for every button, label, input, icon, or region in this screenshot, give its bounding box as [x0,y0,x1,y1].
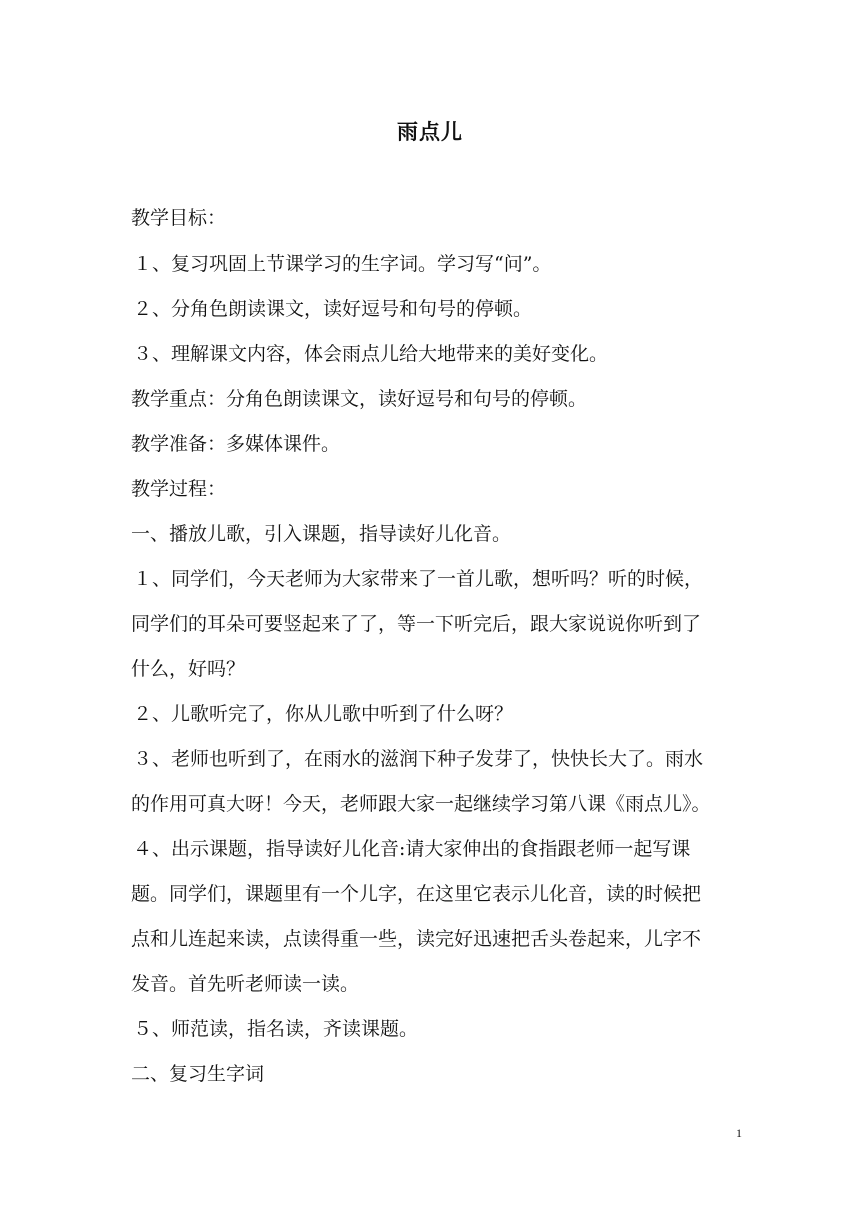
paragraph-line: ３、老师也听到了，在雨水的滋润下种子发芽了，快快长大了。雨水 [133,748,704,770]
paragraph-line: 什么，好吗？ [131,658,246,680]
paragraph-line: １、同学们，今天老师为大家带来了一首儿歌，想听吗？听的时候， [133,568,704,590]
key-points-text: 教学重点：分角色朗读课文，读好逗号和句号的停顿。 [131,388,588,410]
paragraph-line: 点和儿连起来读，点读得重一些，读完好迅速把舌头卷起来，儿字不 [131,928,702,950]
paragraph-line: ２、儿歌听完了，你从儿歌中听到了什么呀？ [133,703,514,725]
paragraph-line: ４、出示课题，指导读好儿化音:请大家伸出的食指跟老师一起写课 [133,838,691,860]
paragraph-line: 的作用可真大呀！今天，老师跟大家一起继续学习第八课《雨点儿》。 [131,793,711,815]
section-heading-process: 教学过程： [131,478,227,500]
objective-item-3: ３、理解课文内容，体会雨点儿给大地带来的美好变化。 [133,343,609,365]
page-number: 1 [736,1126,742,1140]
paragraph-line: 发音。首先听老师读一读。 [131,973,360,995]
objective-item-2: ２、分角色朗读课文，读好逗号和句号的停顿。 [133,298,533,320]
process-step-heading-1: 一、播放儿歌，引入课题，指导读好儿化音。 [131,523,512,545]
paragraph-line: 题。同学们，课题里有一个儿字，在这里它表示儿化音，读的时候把 [131,883,702,905]
section-heading-objectives: 教学目标： [131,207,227,229]
paragraph-line: ５、师范读，指名读，齐读课题。 [133,1018,419,1040]
page-title: 雨点儿 [397,120,463,144]
objective-item-1: １、复习巩固上节课学习的生字词。学习写“问”。 [133,253,552,275]
preparation-text: 教学准备：多媒体课件。 [131,433,341,455]
paragraph-line: 同学们的耳朵可要竖起来了了，等一下听完后，跟大家说说你听到了 [131,613,702,635]
process-step-heading-2: 二、复习生字词 [131,1063,265,1085]
